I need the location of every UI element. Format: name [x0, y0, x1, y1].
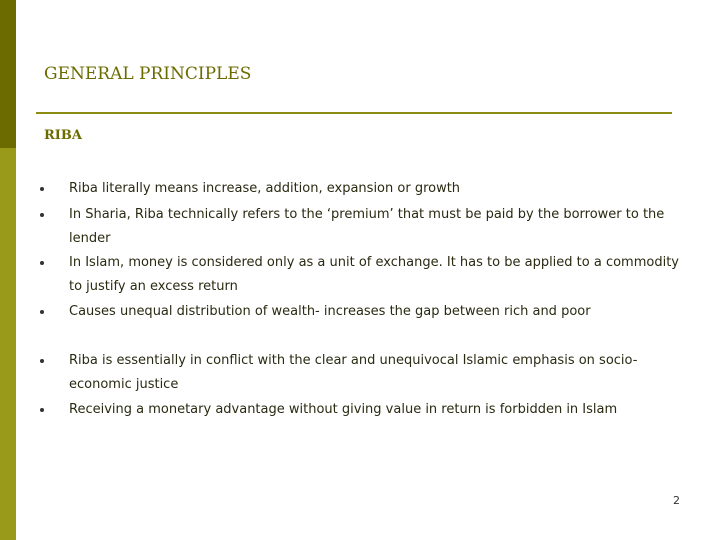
- bullet-icon: [40, 359, 44, 363]
- bullet-text: Riba is essentially in conflict with the clear and unequivocal Islamic emphasis on socio-economic justice: [69, 353, 638, 392]
- bullet-text: Causes unequal distribution of wealth- increases the gap between rich and poor: [69, 304, 591, 319]
- bullet-icon: [40, 261, 44, 265]
- section-heading: RIBA: [44, 128, 82, 143]
- slide-title: GENERAL PRINCIPLES: [44, 64, 252, 84]
- bullet-icon: [40, 408, 44, 412]
- bullet-icon: [40, 310, 44, 314]
- bullet-text: Riba literally means increase, addition, expansion or growth: [69, 181, 461, 196]
- bullet-icon: [40, 187, 44, 191]
- bullet-icon: [40, 213, 44, 217]
- bullet-text: In Islam, money is considered only as a unit of exchange. It has to be applied to a commodity to justify an excess return: [69, 255, 679, 294]
- accent-bar-top: [0, 0, 16, 148]
- bullet-text: Receiving a monetary advantage without giving value in return is forbidden in Islam: [69, 402, 618, 417]
- page-number: 2: [673, 494, 680, 507]
- accent-bar-bottom: [0, 148, 16, 540]
- title-divider: [36, 112, 672, 114]
- bullet-text: In Sharia, Riba technically refers to the ‘premium’ that must be paid by the borrower to the lender: [69, 207, 665, 246]
